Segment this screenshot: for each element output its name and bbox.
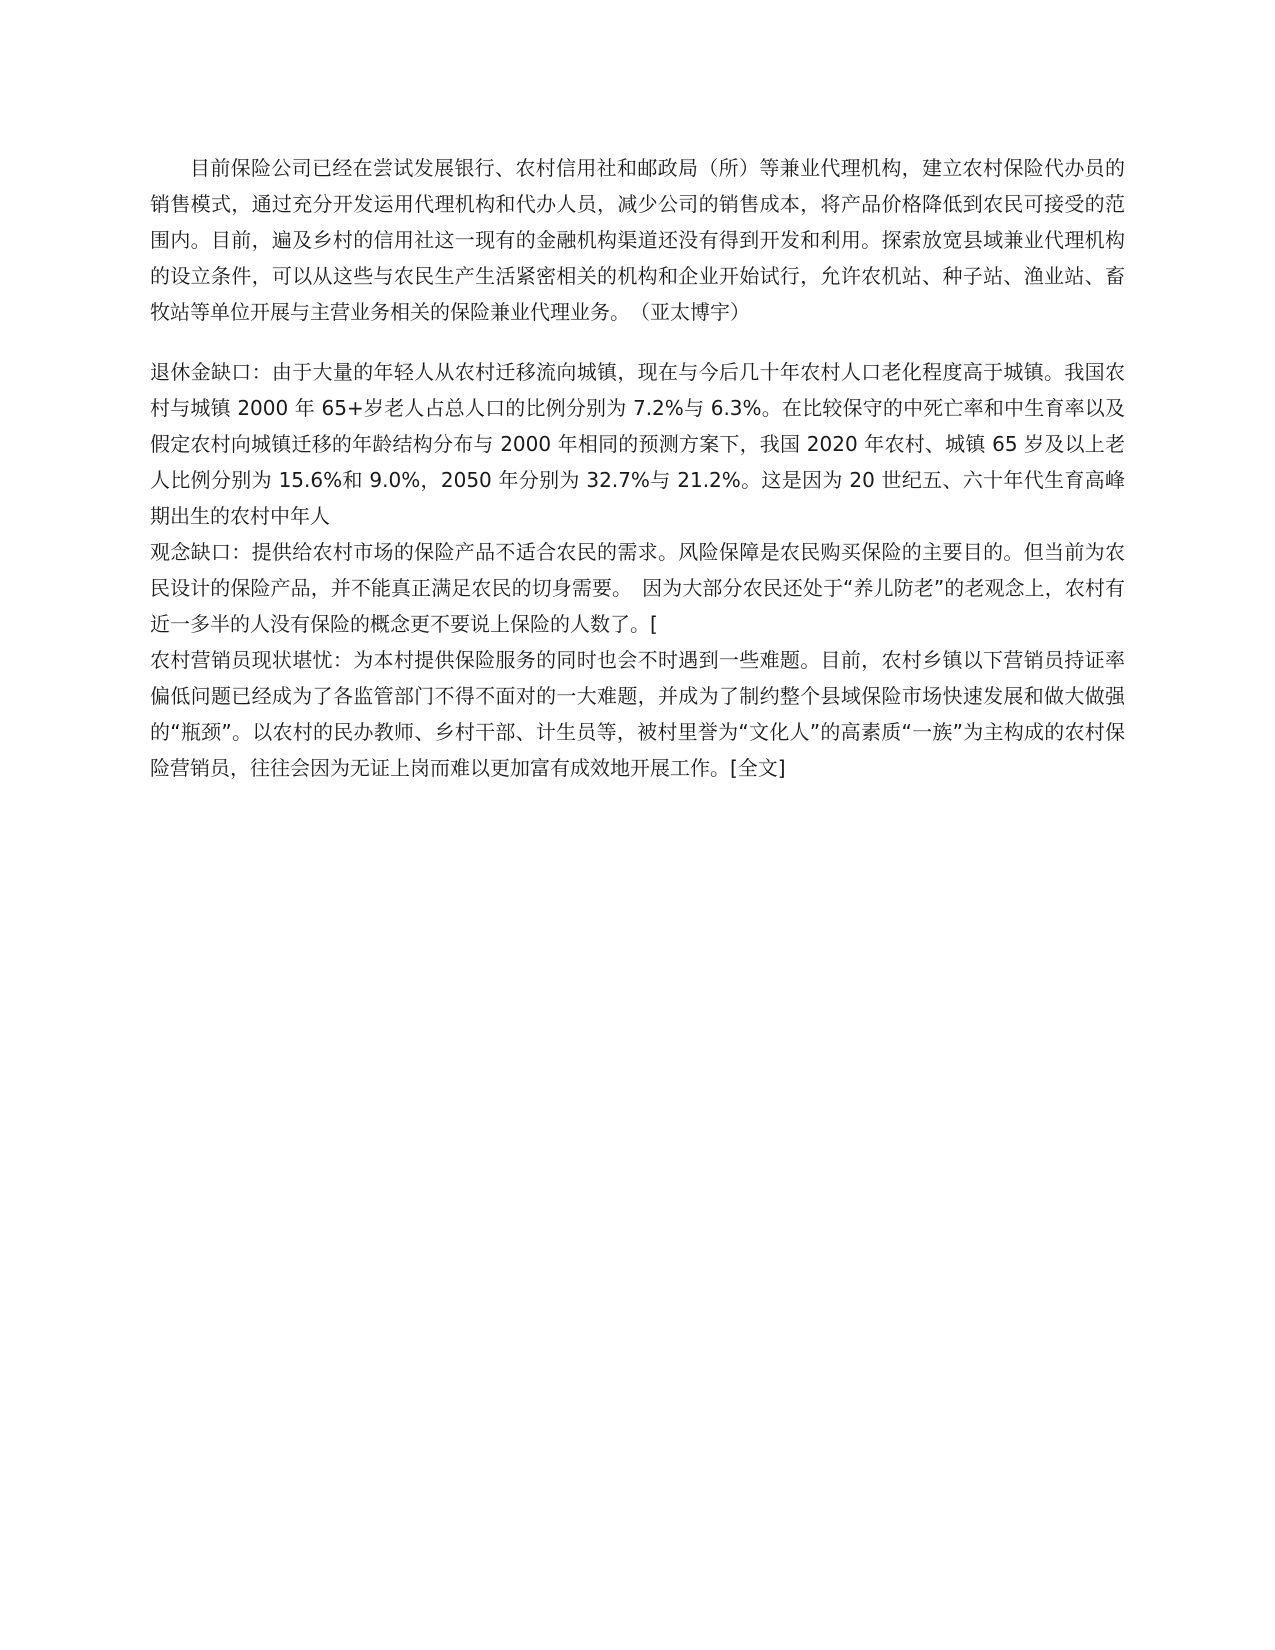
paragraph-pension-gap: 退休金缺口：由于大量的年轻人从农村迁移流向城镇，现在与今后几十年农村人口老化程度高于城镇。我国农村与城镇 2000 年 65+岁老人占总人口的比例分别为 7.2%与 6.3%。在比较保守的中死亡率和中生育率以及假定农村向城镇迁移的年龄结构分布与 2000 年相同的预测方案下，我国 2020 年农村、城镇 65 岁及以上老人比例分别为 15.6%和 9.0%，2050 年分别为 32.7%与 21.2%。这是因为 20 世纪五、六十年代生育高峰期出生的农村中年人 <box>150 360 1125 528</box>
paragraph-sales-agents: 农村营销员现状堪忧：为本村提供保险服务的同时也会不时遇到一些难题。目前，农村乡镇以下营销员持证率偏低问题已经成为了各监管部门不得不面对的一大难题，并成为了制约整个县域保险市场快速发展和做大做强的“瓶颈”。以农村的民办教师、乡村干部、计生员等，被村里誉为“文化人”的高素质“一族”为主构成的农村保险营销员，往往会因为无证上岗而难以更加富有成效地开展工作。[全文] <box>150 648 1125 780</box>
paragraph-concept-gap: 观念缺口：提供给农村市场的保险产品不适合农民的需求。风险保障是农民购买保险的主要目的。但当前为农民设计的保险产品，并不能真正满足农民的切身需要。 因为大部分农民还处于“养儿防老”的老观念上，农村有近一多半的人没有保险的概念更不要说上保险的人数了。[ <box>150 540 1125 636</box>
document-page <box>150 150 1125 786</box>
paragraph-agency-channels: 目前保险公司已经在尝试发展银行、农村信用社和邮政局（所）等兼业代理机构，建立农村保险代办员的销售模式，通过充分开发运用代理机构和代办人员，减少公司的销售成本，将产品价格降低到农民可接受的范围内。目前，遍及乡村的信用社这一现有的金融机构渠道还没有得到开发和利用。探索放宽县域兼业代理机构的设立条件，可以从这些与农民生产生活紧密相关的机构和企业开始试行，允许农机站、种子站、渔业站、畜牧站等单位开展与主营业务相关的保险兼业代理业务。 （亚太博宇） <box>150 156 1125 324</box>
paragraph-spacer <box>150 330 1125 354</box>
